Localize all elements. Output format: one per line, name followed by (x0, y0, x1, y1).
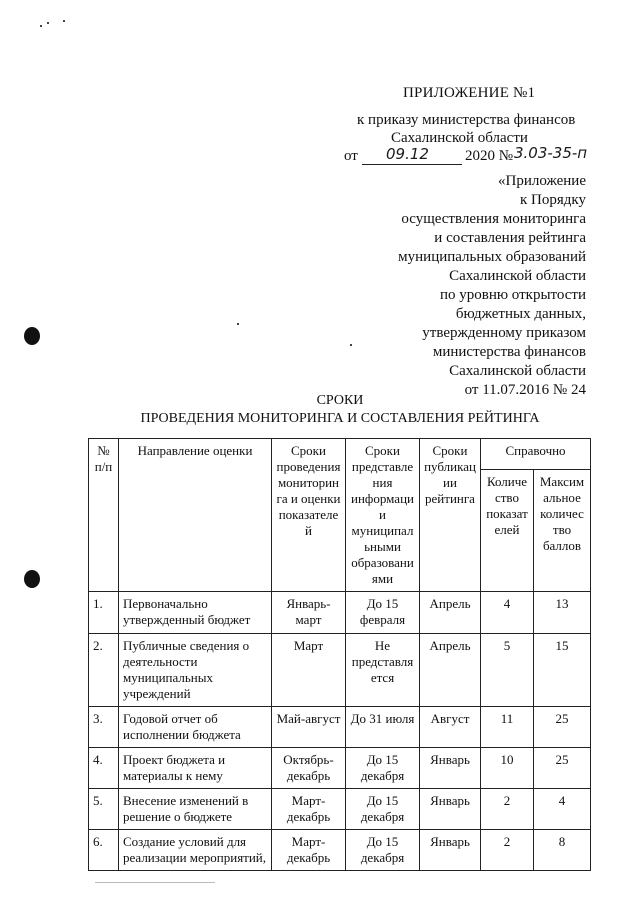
punch-hole-bottom (24, 570, 40, 588)
year-and-number-label: 2020 № (465, 148, 514, 164)
row-submission: До 31 июля (346, 707, 420, 748)
row-publication: Апрель (420, 592, 481, 634)
row-monitoring: Октябрь-декабрь (272, 748, 346, 789)
row-num: 6. (89, 830, 119, 871)
table-row (89, 707, 591, 748)
row-num: 5. (89, 789, 119, 830)
scan-line (95, 882, 215, 883)
quote-line: министерства финансов (432, 344, 586, 360)
document-title-line-1: СРОКИ (316, 393, 364, 408)
row-max-points: 4 (534, 789, 591, 830)
appendix-title: ПРИЛОЖЕНИЕ №1 (403, 85, 536, 101)
table-header-row (89, 439, 591, 470)
table-row (89, 748, 591, 789)
handwritten-date: 09.12 (386, 145, 429, 163)
scan-speck (237, 323, 239, 325)
from-label: от (344, 148, 358, 164)
header-monitoring: Сроки проведения мониторинга и оценки показателей (272, 439, 346, 592)
schedule-table (88, 438, 591, 871)
table-row (89, 789, 591, 830)
quote-line: Сахалинской области (449, 268, 586, 284)
row-publication: Январь (420, 748, 481, 789)
row-num: 3. (89, 707, 119, 748)
row-count: 4 (481, 592, 534, 634)
row-count: 2 (481, 830, 534, 871)
header-submission: Сроки представления информации муниципальными образованиями (346, 439, 420, 592)
row-monitoring: Март (272, 634, 346, 707)
header-max-points: Максимальное количество баллов (534, 470, 591, 592)
quote-line: «Приложение (497, 173, 586, 189)
row-count: 10 (481, 748, 534, 789)
row-max-points: 8 (534, 830, 591, 871)
punch-hole-top (24, 327, 40, 345)
row-monitoring: Март-декабрь (272, 789, 346, 830)
quote-line: утвержденному приказом (422, 325, 586, 341)
row-monitoring: Март-декабрь (272, 830, 346, 871)
row-count: 2 (481, 789, 534, 830)
quote-line: и составления рейтинга (434, 230, 586, 246)
row-publication: Август (420, 707, 481, 748)
row-num: 4. (89, 748, 119, 789)
order-line-2: Сахалинской области (391, 130, 528, 146)
quote-block (330, 172, 586, 400)
quote-line: Сахалинской области (449, 363, 586, 379)
scan-speck (40, 25, 42, 27)
scan-speck (47, 22, 49, 24)
table-row (89, 830, 591, 871)
header-publication: Сроки публикации рейтинга (420, 439, 481, 592)
row-direction: Проект бюджета и материалы к нему (119, 748, 272, 789)
row-max-points: 13 (534, 592, 591, 634)
row-submission: Не представляется (346, 634, 420, 707)
row-publication: Январь (420, 830, 481, 871)
quote-line: к Порядку (520, 192, 586, 208)
row-max-points: 25 (534, 748, 591, 789)
header-count: Количество показателей (481, 470, 534, 592)
table-row (89, 634, 591, 707)
row-num: 1. (89, 592, 119, 634)
row-submission: До 15 декабря (346, 830, 420, 871)
scan-speck (63, 20, 65, 22)
row-monitoring: Январь-март (272, 592, 346, 634)
quote-line: по уровню открытости (439, 287, 586, 303)
row-submission: До 15 февраля (346, 592, 420, 634)
row-count: 11 (481, 707, 534, 748)
row-direction: Первоначально утвержденный бюджет (119, 592, 272, 634)
quote-line: муниципальных образований (398, 249, 586, 265)
row-submission: До 15 декабря (346, 748, 420, 789)
row-num: 2. (89, 634, 119, 707)
header-reference: Справочно (481, 439, 591, 470)
quote-line: от 11.07.2016 № 24 (464, 382, 586, 398)
row-direction: Внесение изменений в решение о бюджете (119, 789, 272, 830)
row-publication: Апрель (420, 634, 481, 707)
row-publication: Январь (420, 789, 481, 830)
row-submission: До 15 декабря (346, 789, 420, 830)
quote-line: осуществления мониторинга (401, 211, 586, 227)
order-date-line (344, 144, 614, 169)
row-direction: Создание условий для реализации мероприятий, (119, 830, 272, 871)
order-line-1: к приказу министерства финансов (357, 112, 576, 128)
row-max-points: 15 (534, 634, 591, 707)
header-direction: Направление оценки (119, 439, 272, 592)
row-max-points: 25 (534, 707, 591, 748)
row-direction: Годовой отчет об исполнении бюджета (119, 707, 272, 748)
table-row (89, 592, 591, 634)
header-num: № п/п (89, 439, 119, 592)
row-monitoring: Май-август (272, 707, 346, 748)
date-underline (362, 164, 462, 165)
document-title-line-2: ПРОВЕДЕНИЯ МОНИТОРИНГА И СОСТАВЛЕНИЯ РЕЙТИНГА (140, 411, 540, 426)
handwritten-order-number: 3.03-35-п (514, 144, 588, 162)
quote-line: бюджетных данных, (455, 306, 586, 322)
row-count: 5 (481, 634, 534, 707)
row-direction: Публичные сведения о деятельности муниципальных учреждений (119, 634, 272, 707)
